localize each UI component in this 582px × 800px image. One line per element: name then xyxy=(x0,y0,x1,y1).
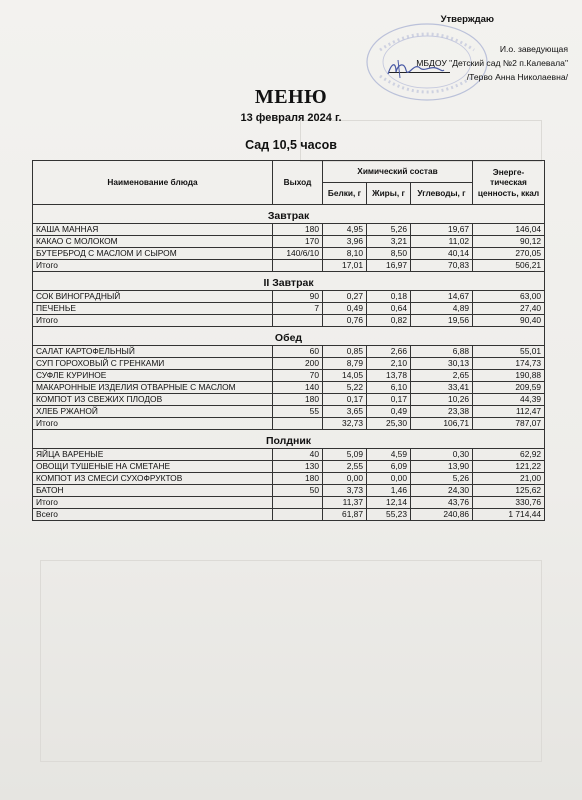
dish-yield: 7 xyxy=(273,303,323,315)
dish-fat: 6,10 xyxy=(367,382,411,394)
dish-carb: 4,89 xyxy=(411,303,473,315)
approval-org: МБДОУ "Детский сад №2 п.Калевала" xyxy=(416,58,568,68)
dish-carb: 19,67 xyxy=(411,224,473,236)
dish-carb: 24,30 xyxy=(411,485,473,497)
total-energy: 787,07 xyxy=(473,418,545,430)
total-protein: 11,37 xyxy=(323,497,367,509)
dish-energy: 44,39 xyxy=(473,394,545,406)
dish-yield: 180 xyxy=(273,473,323,485)
table-row xyxy=(33,461,545,473)
dish-protein: 14,05 xyxy=(323,370,367,382)
total-yield xyxy=(273,260,323,272)
dish-protein: 3,65 xyxy=(323,406,367,418)
dish-carb: 30,13 xyxy=(411,358,473,370)
dish-yield: 70 xyxy=(273,370,323,382)
dish-protein: 0,85 xyxy=(323,346,367,358)
table-row xyxy=(33,236,545,248)
dish-protein: 0,49 xyxy=(323,303,367,315)
table-row xyxy=(33,449,545,461)
section-title: II Завтрак xyxy=(33,272,545,291)
dish-energy: 146,04 xyxy=(473,224,545,236)
dish-yield: 180 xyxy=(273,394,323,406)
total-carb: 106,71 xyxy=(411,418,473,430)
dish-fat: 6,09 xyxy=(367,461,411,473)
grand-total-row xyxy=(33,509,545,521)
table-row xyxy=(33,382,545,394)
dish-name: ХЛЕБ РЖАНОЙ xyxy=(33,406,273,418)
dish-protein: 5,22 xyxy=(323,382,367,394)
total-fat: 12,14 xyxy=(367,497,411,509)
dish-protein: 5,09 xyxy=(323,449,367,461)
section-total-row xyxy=(33,315,545,327)
total-fat: 25,30 xyxy=(367,418,411,430)
dish-yield: 90 xyxy=(273,291,323,303)
table-row xyxy=(33,303,545,315)
col-chem-composition: Химический состав xyxy=(323,161,473,183)
approval-signer: /Терво Анна Николаевна/ xyxy=(466,72,568,82)
section-title: Завтрак xyxy=(33,205,545,224)
dish-name: КАКАО С МОЛОКОМ xyxy=(33,236,273,248)
dish-carb: 40,14 xyxy=(411,248,473,260)
dish-energy: 27,40 xyxy=(473,303,545,315)
dish-protein: 2,55 xyxy=(323,461,367,473)
dish-name: СУФЛЕ КУРИНОЕ xyxy=(33,370,273,382)
dish-yield: 200 xyxy=(273,358,323,370)
menu-table xyxy=(32,160,545,521)
col-protein: Белки, г xyxy=(323,183,367,205)
total-protein: 17,01 xyxy=(323,260,367,272)
dish-protein: 0,17 xyxy=(323,394,367,406)
dish-energy: 174,73 xyxy=(473,358,545,370)
dish-fat: 0,64 xyxy=(367,303,411,315)
dish-carb: 5,26 xyxy=(411,473,473,485)
dish-energy: 209,59 xyxy=(473,382,545,394)
dish-name: САЛАТ КАРТОФЕЛЬНЫЙ xyxy=(33,346,273,358)
dish-fat: 13,78 xyxy=(367,370,411,382)
dish-name: СОК ВИНОГРАДНЫЙ xyxy=(33,291,273,303)
total-label: Итого xyxy=(33,497,273,509)
dish-energy: 90,12 xyxy=(473,236,545,248)
menu-date: 13 февраля 2024 г. xyxy=(240,112,342,124)
section-header xyxy=(33,327,545,346)
col-energy: Энерге-тическая ценность, ккал xyxy=(473,161,545,205)
table-row xyxy=(33,394,545,406)
dish-carb: 0,30 xyxy=(411,449,473,461)
table-row xyxy=(33,346,545,358)
col-dish-name: Наименование блюда xyxy=(33,161,273,205)
dish-energy: 55,01 xyxy=(473,346,545,358)
dish-carb: 11,02 xyxy=(411,236,473,248)
dish-energy: 190,88 xyxy=(473,370,545,382)
col-fat: Жиры, г xyxy=(367,183,411,205)
section-total-row xyxy=(33,497,545,509)
col-carb: Углеводы, г xyxy=(411,183,473,205)
total-protein: 32,73 xyxy=(323,418,367,430)
dish-protein: 0,27 xyxy=(323,291,367,303)
table-row xyxy=(33,248,545,260)
section-title: Полдник xyxy=(33,430,545,449)
total-label: Итого xyxy=(33,260,273,272)
dish-energy: 63,00 xyxy=(473,291,545,303)
total-yield xyxy=(273,418,323,430)
dish-carb: 2,65 xyxy=(411,370,473,382)
dish-carb: 33,41 xyxy=(411,382,473,394)
page-title: МЕНЮ xyxy=(254,86,328,108)
total-yield xyxy=(273,315,323,327)
dish-fat: 0,00 xyxy=(367,473,411,485)
dish-yield: 170 xyxy=(273,236,323,248)
dish-protein: 8,10 xyxy=(323,248,367,260)
dish-name: КОМПОТ ИЗ СМЕСИ СУХОФРУКТОВ xyxy=(33,473,273,485)
dish-yield: 50 xyxy=(273,485,323,497)
dish-carb: 6,88 xyxy=(411,346,473,358)
approval-title: Утверждаю xyxy=(440,14,494,25)
grand-total-label: Всего xyxy=(33,509,273,521)
dish-carb: 14,67 xyxy=(411,291,473,303)
total-carb: 19,56 xyxy=(411,315,473,327)
total-fat: 16,97 xyxy=(367,260,411,272)
section-header xyxy=(33,430,545,449)
dish-name: СУП ГОРОХОВЫЙ С ГРЕНКАМИ xyxy=(33,358,273,370)
dish-name: БУТЕРБРОД С МАСЛОМ И СЫРОМ xyxy=(33,248,273,260)
dish-fat: 2,10 xyxy=(367,358,411,370)
dish-yield: 60 xyxy=(273,346,323,358)
dish-yield: 140 xyxy=(273,382,323,394)
dish-energy: 270,05 xyxy=(473,248,545,260)
col-yield: Выход xyxy=(273,161,323,205)
grand-total-yield xyxy=(273,509,323,521)
grand-total-carb: 240,86 xyxy=(411,509,473,521)
dish-name: КОМПОТ ИЗ СВЕЖИХ ПЛОДОВ xyxy=(33,394,273,406)
dish-yield: 40 xyxy=(273,449,323,461)
show-through-box xyxy=(40,560,542,762)
table-row xyxy=(33,370,545,382)
section-total-row xyxy=(33,260,545,272)
total-energy: 90,40 xyxy=(473,315,545,327)
dish-energy: 121,22 xyxy=(473,461,545,473)
dish-fat: 0,17 xyxy=(367,394,411,406)
table-row xyxy=(33,358,545,370)
table-row xyxy=(33,224,545,236)
dish-fat: 1,46 xyxy=(367,485,411,497)
dish-carb: 23,38 xyxy=(411,406,473,418)
dish-fat: 5,26 xyxy=(367,224,411,236)
menu-body xyxy=(33,205,545,521)
grand-total-energy: 1 714,44 xyxy=(473,509,545,521)
total-label: Итого xyxy=(33,418,273,430)
dish-name: КАША МАННАЯ xyxy=(33,224,273,236)
section-title: Обед xyxy=(33,327,545,346)
dish-protein: 0,00 xyxy=(323,473,367,485)
section-header xyxy=(33,272,545,291)
dish-energy: 112,47 xyxy=(473,406,545,418)
dish-carb: 13,90 xyxy=(411,461,473,473)
total-energy: 330,76 xyxy=(473,497,545,509)
section-header xyxy=(33,205,545,224)
table-row xyxy=(33,291,545,303)
dish-name: ЯЙЦА ВАРЕНЫЕ xyxy=(33,449,273,461)
approval-position: И.о. заведующая xyxy=(499,44,568,54)
dish-yield: 55 xyxy=(273,406,323,418)
dish-name: ОВОЩИ ТУШЕНЫЕ НА СМЕТАНЕ xyxy=(33,461,273,473)
dish-protein: 4,95 xyxy=(323,224,367,236)
total-label: Итого xyxy=(33,315,273,327)
dish-name: БАТОН xyxy=(33,485,273,497)
garden-mode: Сад 10,5 часов xyxy=(245,138,337,152)
dish-energy: 21,00 xyxy=(473,473,545,485)
dish-yield: 180 xyxy=(273,224,323,236)
dish-protein: 8,79 xyxy=(323,358,367,370)
signature xyxy=(384,56,446,82)
dish-fat: 8,50 xyxy=(367,248,411,260)
table-row xyxy=(33,473,545,485)
dish-name: МАКАРОННЫЕ ИЗДЕЛИЯ ОТВАРНЫЕ С МАСЛОМ xyxy=(33,382,273,394)
table-row xyxy=(33,485,545,497)
dish-energy: 62,92 xyxy=(473,449,545,461)
dish-yield: 140/6/10 xyxy=(273,248,323,260)
dish-name: ПЕЧЕНЬЕ xyxy=(33,303,273,315)
dish-fat: 3,21 xyxy=(367,236,411,248)
table-row xyxy=(33,406,545,418)
grand-total-fat: 55,23 xyxy=(367,509,411,521)
grand-total-protein: 61,87 xyxy=(323,509,367,521)
dish-fat: 4,59 xyxy=(367,449,411,461)
dish-fat: 0,49 xyxy=(367,406,411,418)
section-total-row xyxy=(33,418,545,430)
dish-energy: 125,62 xyxy=(473,485,545,497)
dish-protein: 3,73 xyxy=(323,485,367,497)
dish-fat: 0,18 xyxy=(367,291,411,303)
total-carb: 43,76 xyxy=(411,497,473,509)
total-fat: 0,82 xyxy=(367,315,411,327)
dish-carb: 10,26 xyxy=(411,394,473,406)
total-energy: 506,21 xyxy=(473,260,545,272)
total-carb: 70,83 xyxy=(411,260,473,272)
dish-protein: 3,96 xyxy=(323,236,367,248)
dish-fat: 2,66 xyxy=(367,346,411,358)
dish-yield: 130 xyxy=(273,461,323,473)
total-protein: 0,76 xyxy=(323,315,367,327)
total-yield xyxy=(273,497,323,509)
